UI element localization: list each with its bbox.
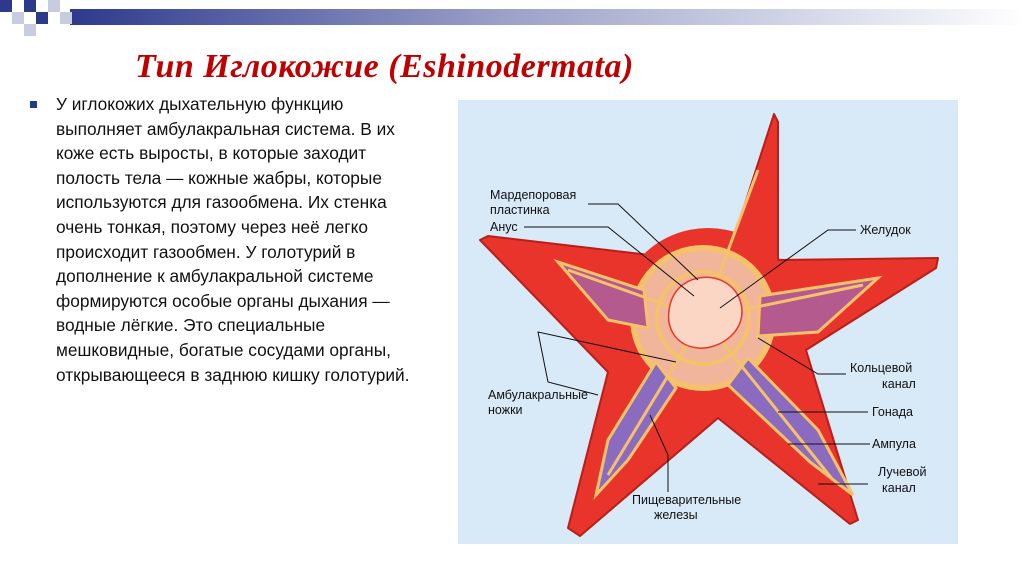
bullet-paragraph: У иглокожих дыхательную функцию выполняет амбулакральная система. В их коже есть выросты, в которые заходит полость тела — кожные жабры, которые используются для газообмена. Их стенка очень тонкая, поэтому через неё легко происходит газообмен. У голотурий в дополнение к амбулакральной системе формируются особые органы дыхания — водные лёгкие. Это специальные мешковидные, богатые сосудами органы, открывающееся в заднюю кишку голотурий.	[56, 94, 410, 385]
starfish-diagram	[458, 100, 958, 544]
label-tube-feet-1: Амбулакральные	[488, 388, 588, 402]
label-madreporite-1: Мардепоровая	[490, 188, 577, 202]
label-tube-feet-2: ножки	[488, 403, 523, 417]
slide-title: Тип Иглокожие (Eshinodermata)	[135, 48, 634, 85]
label-ampulla: Ампула	[872, 437, 916, 451]
label-anus: Анус	[490, 220, 518, 234]
bullet-marker	[30, 101, 37, 108]
label-radial-canal-1: Лучевой	[878, 465, 927, 479]
label-stomach: Желудок	[860, 223, 911, 237]
header-decoration	[0, 0, 1024, 36]
label-radial-canal-2: канал	[882, 481, 916, 495]
label-gonad: Гонада	[872, 405, 913, 419]
label-madreporite-2: пластинка	[490, 203, 550, 217]
label-digestive-glands-1: Пищеварительные	[632, 493, 742, 507]
label-ring-canal-1: Кольцевой	[850, 361, 913, 375]
label-digestive-glands-2: железы	[654, 508, 698, 522]
starfish-anatomy-figure	[458, 100, 958, 544]
label-ring-canal-2: канал	[882, 377, 916, 391]
